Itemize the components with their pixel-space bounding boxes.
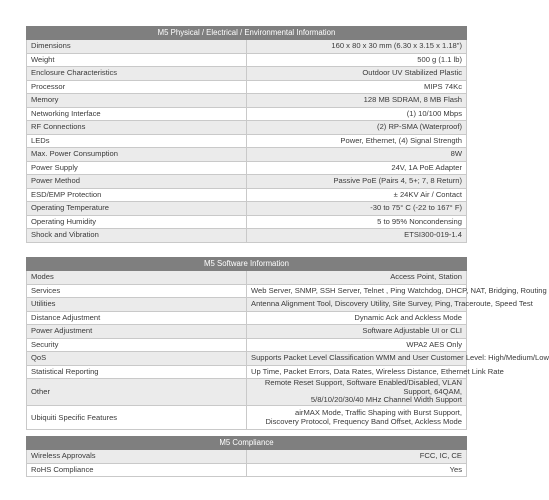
row-label: Memory (27, 94, 247, 108)
table-row (27, 325, 467, 339)
row-value: Power, Ethernet, (4) Signal Strength (247, 134, 467, 148)
table-row (27, 406, 467, 430)
table-row (27, 338, 467, 352)
compliance-title: M5 Compliance (27, 437, 467, 450)
row-label: Wireless Approvals (27, 450, 247, 464)
physical-info-table (26, 26, 467, 243)
table-row (27, 450, 467, 464)
row-label: RoHS Compliance (27, 463, 247, 477)
row-value: Access Point, Station (247, 271, 467, 285)
row-value: 8W (247, 148, 467, 162)
row-value-multiline (247, 406, 467, 430)
table-row (27, 53, 467, 67)
row-label: Max. Power Consumption (27, 148, 247, 162)
row-label: ESD/EMP Protection (27, 188, 247, 202)
row-value: (1) 10/100 Mbps (247, 107, 467, 121)
row-label: Shock and Vibration (27, 229, 247, 243)
table-row (27, 379, 467, 406)
row-label: Security (27, 338, 247, 352)
row-value: ETSI300-019-1.4 (247, 229, 467, 243)
row-value: Supports Packet Level Classification WMM and User Customer Level: High/Medium/Low (247, 352, 467, 366)
row-value: ± 24KV Air / Contact (247, 188, 467, 202)
row-value: 24V, 1A PoE Adapter (247, 161, 467, 175)
row-label: RF Connections (27, 121, 247, 135)
row-label: Power Adjustment (27, 325, 247, 339)
row-value: MIPS 74Kc (247, 80, 467, 94)
row-label: Modes (27, 271, 247, 285)
row-label: Enclosure Characteristics (27, 67, 247, 81)
row-value: Up Time, Packet Errors, Data Rates, Wireless Distance, Ethernet Link Rate (247, 365, 467, 379)
row-value: Yes (247, 463, 467, 477)
row-label: Other (27, 379, 247, 406)
row-value: 5 to 95% Noncondensing (247, 215, 467, 229)
table-row (27, 148, 467, 162)
table-row (27, 298, 467, 312)
table-row (27, 311, 467, 325)
row-label: Power Supply (27, 161, 247, 175)
row-value: FCC, IC, CE (247, 450, 467, 464)
row-label: Utilities (27, 298, 247, 312)
row-label: Dimensions (27, 40, 247, 54)
table-row (27, 40, 467, 54)
table-row (27, 94, 467, 108)
table-header-row (27, 27, 467, 40)
row-label: Distance Adjustment (27, 311, 247, 325)
row-value-multiline (247, 379, 467, 406)
physical-info-title: M5 Physical / Electrical / Environmental Information (27, 27, 467, 40)
row-label: Power Method (27, 175, 247, 189)
table-row (27, 352, 467, 366)
table-row (27, 271, 467, 285)
row-label: Networking Interface (27, 107, 247, 121)
row-label: QoS (27, 352, 247, 366)
table-row (27, 188, 467, 202)
value-line: Discovery Protocol, Frequency Band Offset, Ackless Mode (265, 416, 462, 426)
table-row (27, 202, 467, 216)
table-header-row (27, 258, 467, 271)
compliance-table (26, 436, 467, 477)
table-row (27, 463, 467, 477)
row-label: Statistical Reporting (27, 365, 247, 379)
row-value: Dynamic Ack and Ackless Mode (247, 311, 467, 325)
row-label: Weight (27, 53, 247, 67)
row-value: Outdoor UV Stabilized Plastic (247, 67, 467, 81)
row-value: Web Server, SNMP, SSH Server, Telnet , Ping Watchdog, DHCP, NAT, Bridging, Routing (247, 284, 467, 298)
row-value: Antenna Alignment Tool, Discovery Utility, Site Survey, Ping, Traceroute, Speed Test (247, 298, 467, 312)
row-label: Services (27, 284, 247, 298)
row-value: (2) RP-SMA (Waterproof) (247, 121, 467, 135)
table-row (27, 365, 467, 379)
row-label: Ubiquiti Specific Features (27, 406, 247, 430)
row-value: 128 MB SDRAM, 8 MB Flash (247, 94, 467, 108)
table-row (27, 161, 467, 175)
row-label: Operating Temperature (27, 202, 247, 216)
value-line: Remote Reset Support, Software Enabled/Disabled, VLAN Support, 64QAM, (264, 378, 462, 396)
table-row (27, 67, 467, 81)
row-value: 500 g (1.1 lb) (247, 53, 467, 67)
row-value: 160 x 80 x 30 mm (6.30 x 3.15 x 1.18") (247, 40, 467, 54)
table-row (27, 284, 467, 298)
software-info-table (26, 257, 549, 430)
table-row (27, 229, 467, 243)
software-info-title: M5 Software Information (27, 258, 467, 271)
row-label: LEDs (27, 134, 247, 148)
value-line: 5/8/10/20/30/40 MHz Channel Width Support (310, 395, 462, 405)
table-row (27, 107, 467, 121)
row-value: Passive PoE (Pairs 4, 5+; 7, 8 Return) (247, 175, 467, 189)
table-row (27, 215, 467, 229)
row-value: WPA2 AES Only (247, 338, 467, 352)
row-label: Processor (27, 80, 247, 94)
table-header-row (27, 437, 467, 450)
table-row (27, 121, 467, 135)
table-row (27, 80, 467, 94)
row-label: Operating Humidity (27, 215, 247, 229)
table-row (27, 134, 467, 148)
table-row (27, 175, 467, 189)
value-line: airMAX Mode, Traffic Shaping with Burst Support, (295, 407, 462, 417)
row-value: Software Adjustable UI or CLI (247, 325, 467, 339)
row-value: -30 to 75° C (-22 to 167° F) (247, 202, 467, 216)
